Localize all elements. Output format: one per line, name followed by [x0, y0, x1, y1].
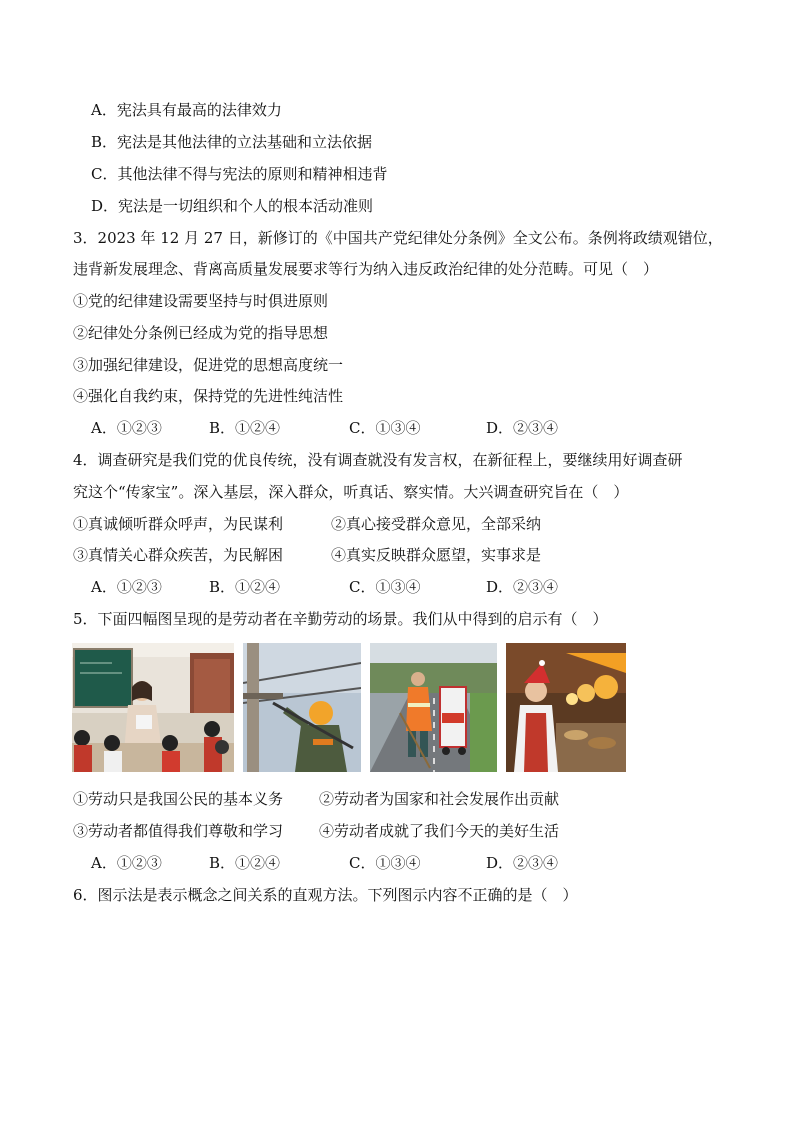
classroom-teacher-photo	[72, 643, 234, 772]
q3-item-3: ③加强纪律建设，促进党的思想高度统一	[73, 356, 344, 374]
q2-option-b: B．宪法是其他法律的立法基础和立法依据	[91, 133, 373, 151]
q4-choice-a[interactable]: A．①②③	[91, 578, 162, 596]
q2-option-d: D．宪法是一切组织和个人的根本活动准则	[91, 197, 374, 215]
q5-item-3: ③劳动者都值得我们尊敬和学习	[73, 822, 284, 840]
q3-choice-a[interactable]: A．①②③	[91, 419, 162, 437]
q3-stem-line1: 3．2023 年 12 月 27 日，新修订的《中国共产党纪律处分条例》全文公布。条例将政绩观错位，	[73, 229, 723, 247]
q3-item-4: ④强化自我约束，保持党的先进性纯洁性	[73, 387, 344, 405]
q3-item-2: ②纪律处分条例已经成为党的指导思想	[73, 324, 329, 342]
q5-choice-c[interactable]: C．①③④	[349, 854, 421, 872]
q5-choice-d[interactable]: D．②③④	[486, 854, 559, 872]
q3-choice-d[interactable]: D．②③④	[486, 419, 559, 437]
q3-choice-b[interactable]: B．①②④	[209, 419, 281, 437]
q5-photo-strip	[72, 643, 626, 772]
q4-choice-b[interactable]: B．①②④	[209, 578, 281, 596]
q5-choice-b[interactable]: B．①②④	[209, 854, 281, 872]
q4-choice-c[interactable]: C．①③④	[349, 578, 421, 596]
q5-choice-a[interactable]: A．①②③	[91, 854, 162, 872]
q3-item-1: ①党的纪律建设需要坚持与时俱进原则	[73, 292, 329, 310]
q4-stem-line1: 4．调查研究是我们党的优良传统，没有调查就没有发言权，在新征程上，要继续用好调查研	[73, 451, 683, 469]
q5-item-1: ①劳动只是我国公民的基本义务	[73, 790, 284, 808]
q2-option-c: C．其他法律不得与宪法的原则和精神相违背	[91, 165, 388, 183]
street-sweeper-photo	[370, 643, 497, 772]
q5-item-2: ②劳动者为国家和社会发展作出贡献	[319, 790, 560, 808]
q3-choice-c[interactable]: C．①③④	[349, 419, 421, 437]
q4-stem-line2: 究这个“传家宝”。深入基层，深入群众，听真话、察实情。大兴调查研究旨在（ ）	[73, 483, 629, 501]
q5-item-4: ④劳动者成就了我们今天的美好生活	[319, 822, 560, 840]
canteen-worker-photo	[506, 643, 626, 772]
q6-stem: 6．图示法是表示概念之间关系的直观方法。下列图示内容不正确的是（ ）	[73, 886, 578, 904]
q4-item-2: ②真心接受群众意见，全部采纳	[331, 515, 542, 533]
q4-item-1: ①真诚倾听群众呼声，为民谋利	[73, 515, 284, 533]
q4-item-4: ④真实反映群众愿望，实事求是	[331, 546, 542, 564]
q4-choice-d[interactable]: D．②③④	[486, 578, 559, 596]
q3-stem-line2: 违背新发展理念、背离高质量发展要求等行为纳入违反政治纪律的处分范畴。可见（ ）	[73, 260, 659, 278]
q5-stem: 5．下面四幅图呈现的是劳动者在辛勤劳动的场景。我们从中得到的启示有（ ）	[73, 610, 608, 628]
q4-item-3: ③真情关心群众疾苦，为民解困	[73, 546, 284, 564]
electrician-on-pole-photo	[243, 643, 361, 772]
q2-option-a: A．宪法具有最高的法律效力	[91, 101, 282, 119]
